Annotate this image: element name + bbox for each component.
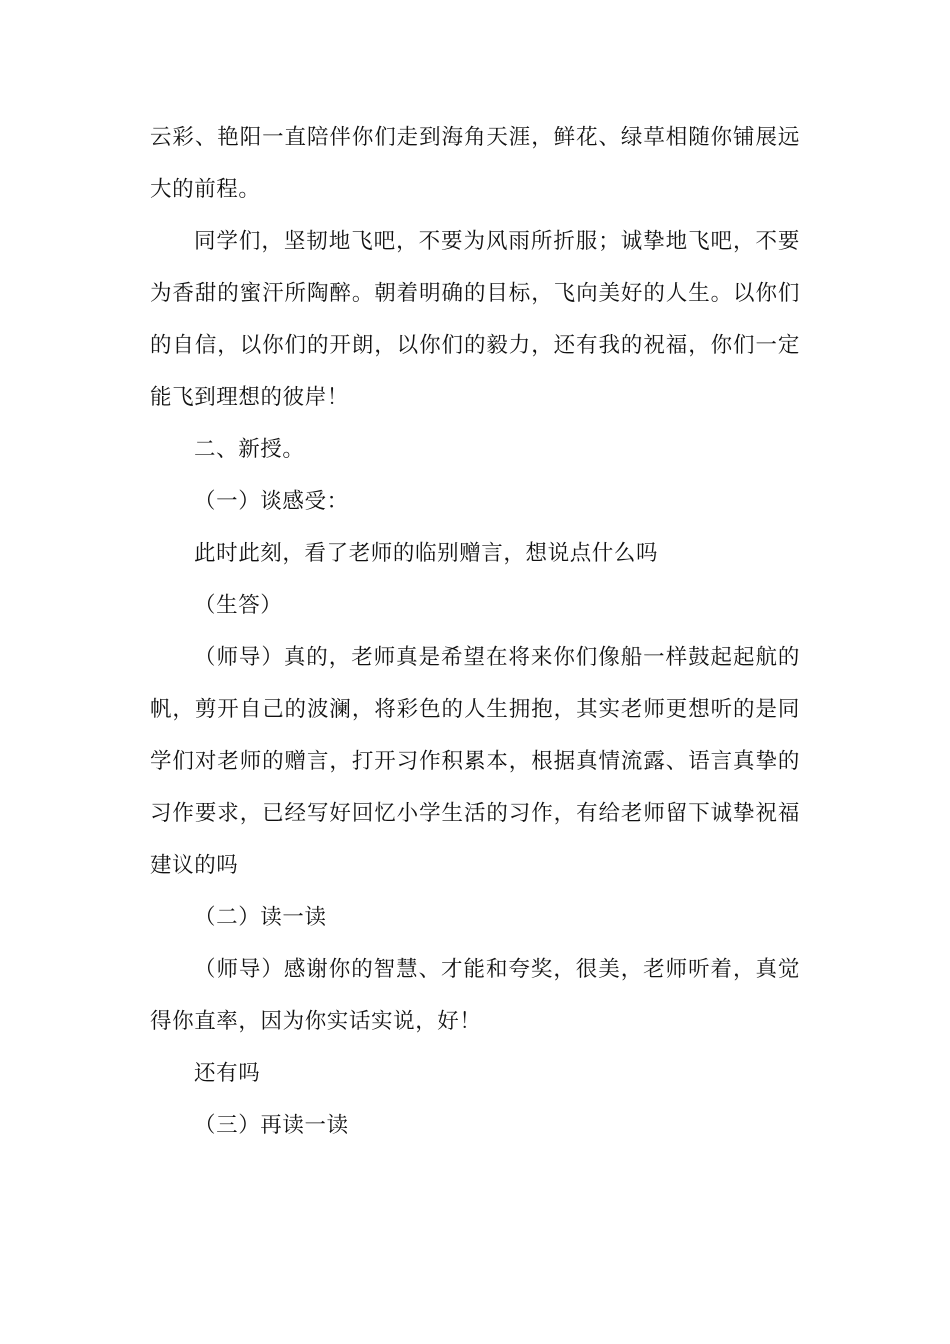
subheading-share-feelings: （一）谈感受：: [194, 489, 349, 514]
subheading-read-again: （三）再读一读: [194, 1113, 349, 1138]
paragraph-teacher-guide-1: （师导）真的，老师真是希望在将来你们像船一样鼓起起航的帆，剪开自己的波澜，将彩色的人生拥抱，其实老师更想听的是同学们对老师的赠言，打开习作积累本，根据真情流露、语言真挚的习作要求，已经写好回忆小学生活的习作，有给老师留下诚挚祝福建议的吗: [150, 645, 800, 878]
paragraph-closing-wish: 云彩、艳阳一直陪伴你们走到海角天涯，鲜花、绿草相随你铺展远大的前程。: [150, 125, 800, 202]
paragraph-question: 此时此刻，看了老师的临别赠言，想说点什么吗: [194, 541, 659, 566]
paragraph-anything-else: 还有吗: [194, 1061, 261, 1086]
paragraph-teacher-guide-2: （师导）感谢你的智慧、才能和夸奖，很美，老师听着，真觉得你直率，因为你实话实说，好！: [150, 957, 800, 1034]
section-heading-new-lesson: 二、新授。: [194, 437, 305, 462]
document-page: [150, 112, 800, 1152]
subheading-read: （二）读一读: [194, 905, 327, 930]
paragraph-student-answer: （生答）: [194, 593, 283, 618]
paragraph-encouragement: 同学们，坚韧地飞吧，不要为风雨所折服；诚挚地飞吧，不要为香甜的蜜汗所陶醉。朝着明确的目标，飞向美好的人生。以你们的自信，以你们的开朗，以你们的毅力，还有我的祝福，你们一定能飞到理想的彼岸！: [150, 229, 800, 410]
